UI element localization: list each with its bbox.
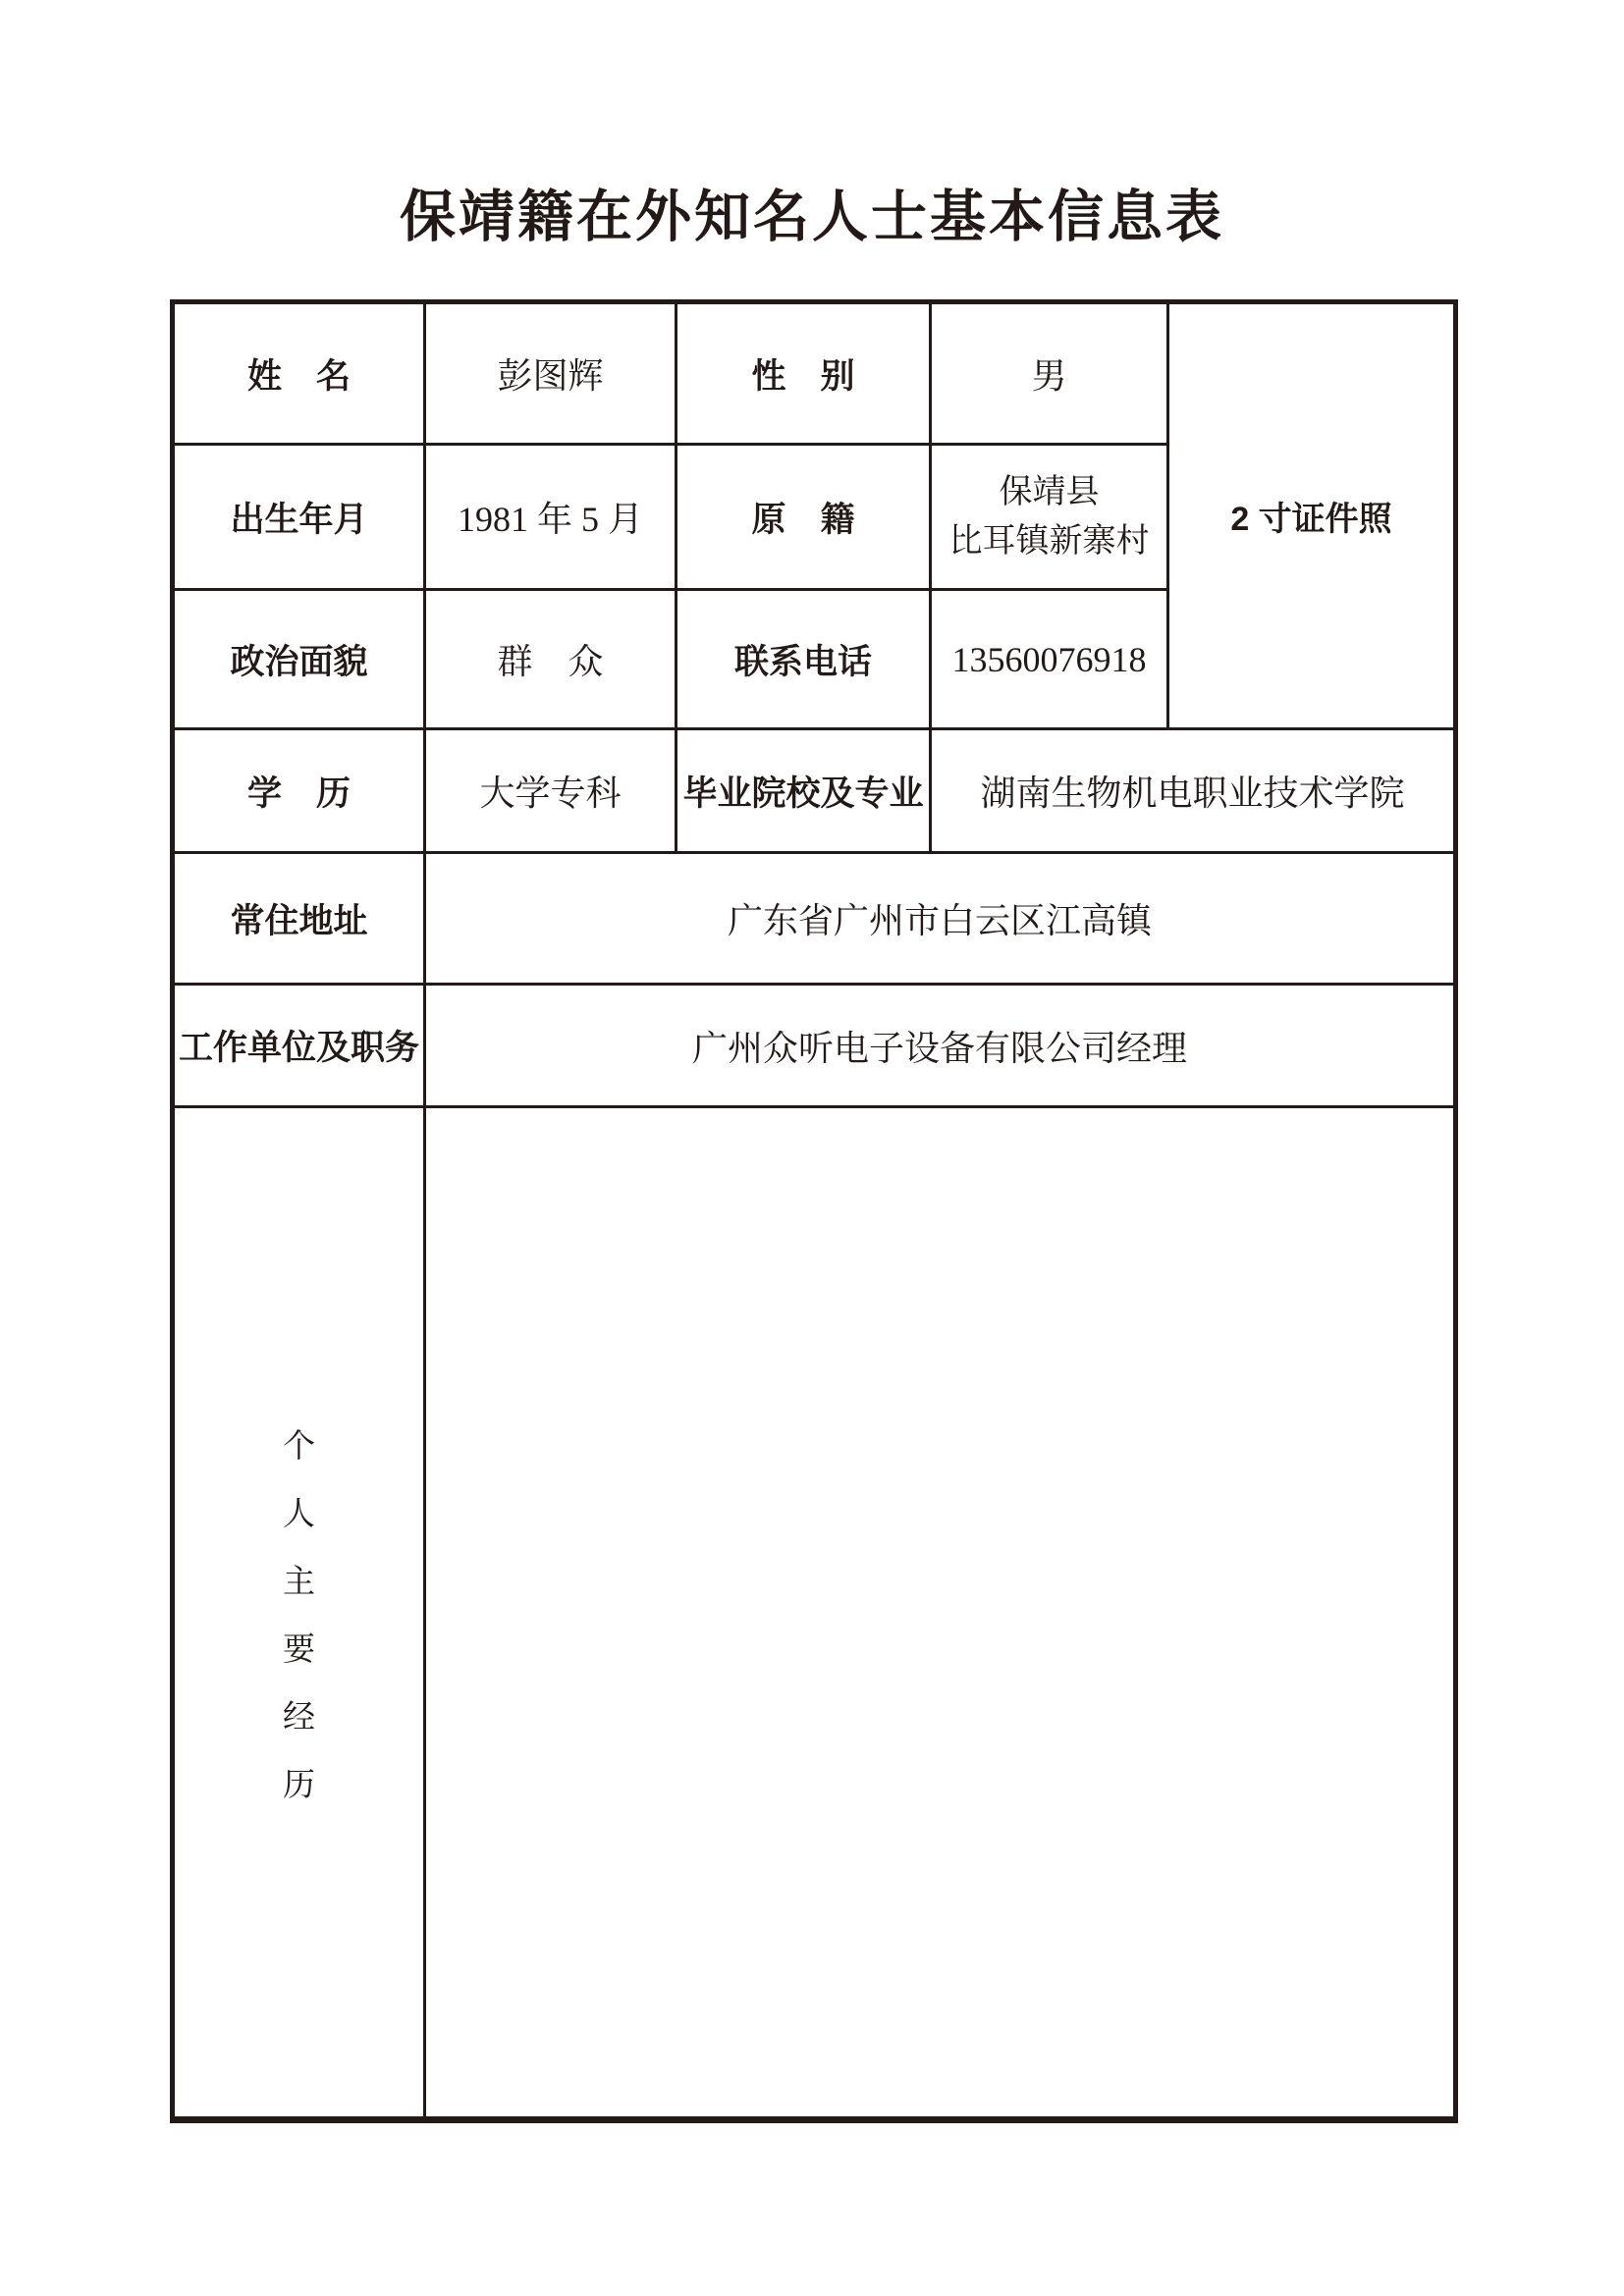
origin-value-line2: 比耳镇新寨村 bbox=[948, 522, 1150, 560]
birth-label-cell: 出生年月 bbox=[173, 445, 425, 590]
experience-label-cell bbox=[173, 1107, 425, 2120]
birth-value-cell: 1981 年 5 月 bbox=[425, 445, 677, 590]
work-label-cell: 工作单位及职务 bbox=[173, 985, 425, 1107]
row-address bbox=[173, 853, 1456, 985]
school-label-cell: 毕业院校及专业 bbox=[677, 729, 931, 853]
political-label-cell: 政治面貌 bbox=[173, 590, 425, 729]
gender-label-cell: 性 别 bbox=[677, 302, 931, 445]
school-value-cell: 湖南生物机电职业技术学院 bbox=[931, 729, 1456, 853]
info-table bbox=[170, 299, 1458, 2123]
work-value-cell: 广州众听电子设备有限公司经理 bbox=[425, 985, 1456, 1107]
form-title: 保靖籍在外知名人士基本信息表 bbox=[400, 187, 1224, 248]
phone-label-cell: 联系电话 bbox=[677, 590, 931, 729]
experience-label-vertical bbox=[175, 1108, 423, 2116]
row-work bbox=[173, 985, 1456, 1107]
experience-label-char: 人 bbox=[283, 1494, 315, 1531]
experience-label-char: 个 bbox=[283, 1426, 315, 1464]
origin-value-line1: 保靖县 bbox=[999, 474, 1100, 511]
name-label-cell: 姓 名 bbox=[173, 302, 425, 445]
political-value-cell: 群 众 bbox=[425, 590, 677, 729]
address-label-cell: 常住地址 bbox=[173, 853, 425, 985]
address-value-cell: 广东省广州市白云区江高镇 bbox=[425, 853, 1456, 985]
phone-value-cell: 13560076918 bbox=[931, 590, 1168, 729]
origin-value-cell bbox=[931, 445, 1168, 590]
experience-value-cell bbox=[425, 1107, 1456, 2120]
education-label-cell: 学 历 bbox=[173, 729, 425, 853]
name-value-cell: 彭图辉 bbox=[425, 302, 677, 445]
origin-label-cell: 原 籍 bbox=[677, 445, 931, 590]
experience-label-char: 经 bbox=[283, 1697, 315, 1735]
row-education-school bbox=[173, 729, 1456, 853]
gender-value-cell: 男 bbox=[931, 302, 1168, 445]
row-name-gender bbox=[173, 302, 1456, 445]
experience-label-char: 要 bbox=[283, 1629, 315, 1667]
row-experience bbox=[173, 1107, 1456, 2120]
experience-label-char: 主 bbox=[283, 1562, 315, 1599]
education-value-cell: 大学专科 bbox=[425, 729, 677, 853]
photo-placeholder-cell: 2 寸证件照 bbox=[1168, 302, 1456, 729]
experience-label-char: 历 bbox=[283, 1765, 315, 1802]
